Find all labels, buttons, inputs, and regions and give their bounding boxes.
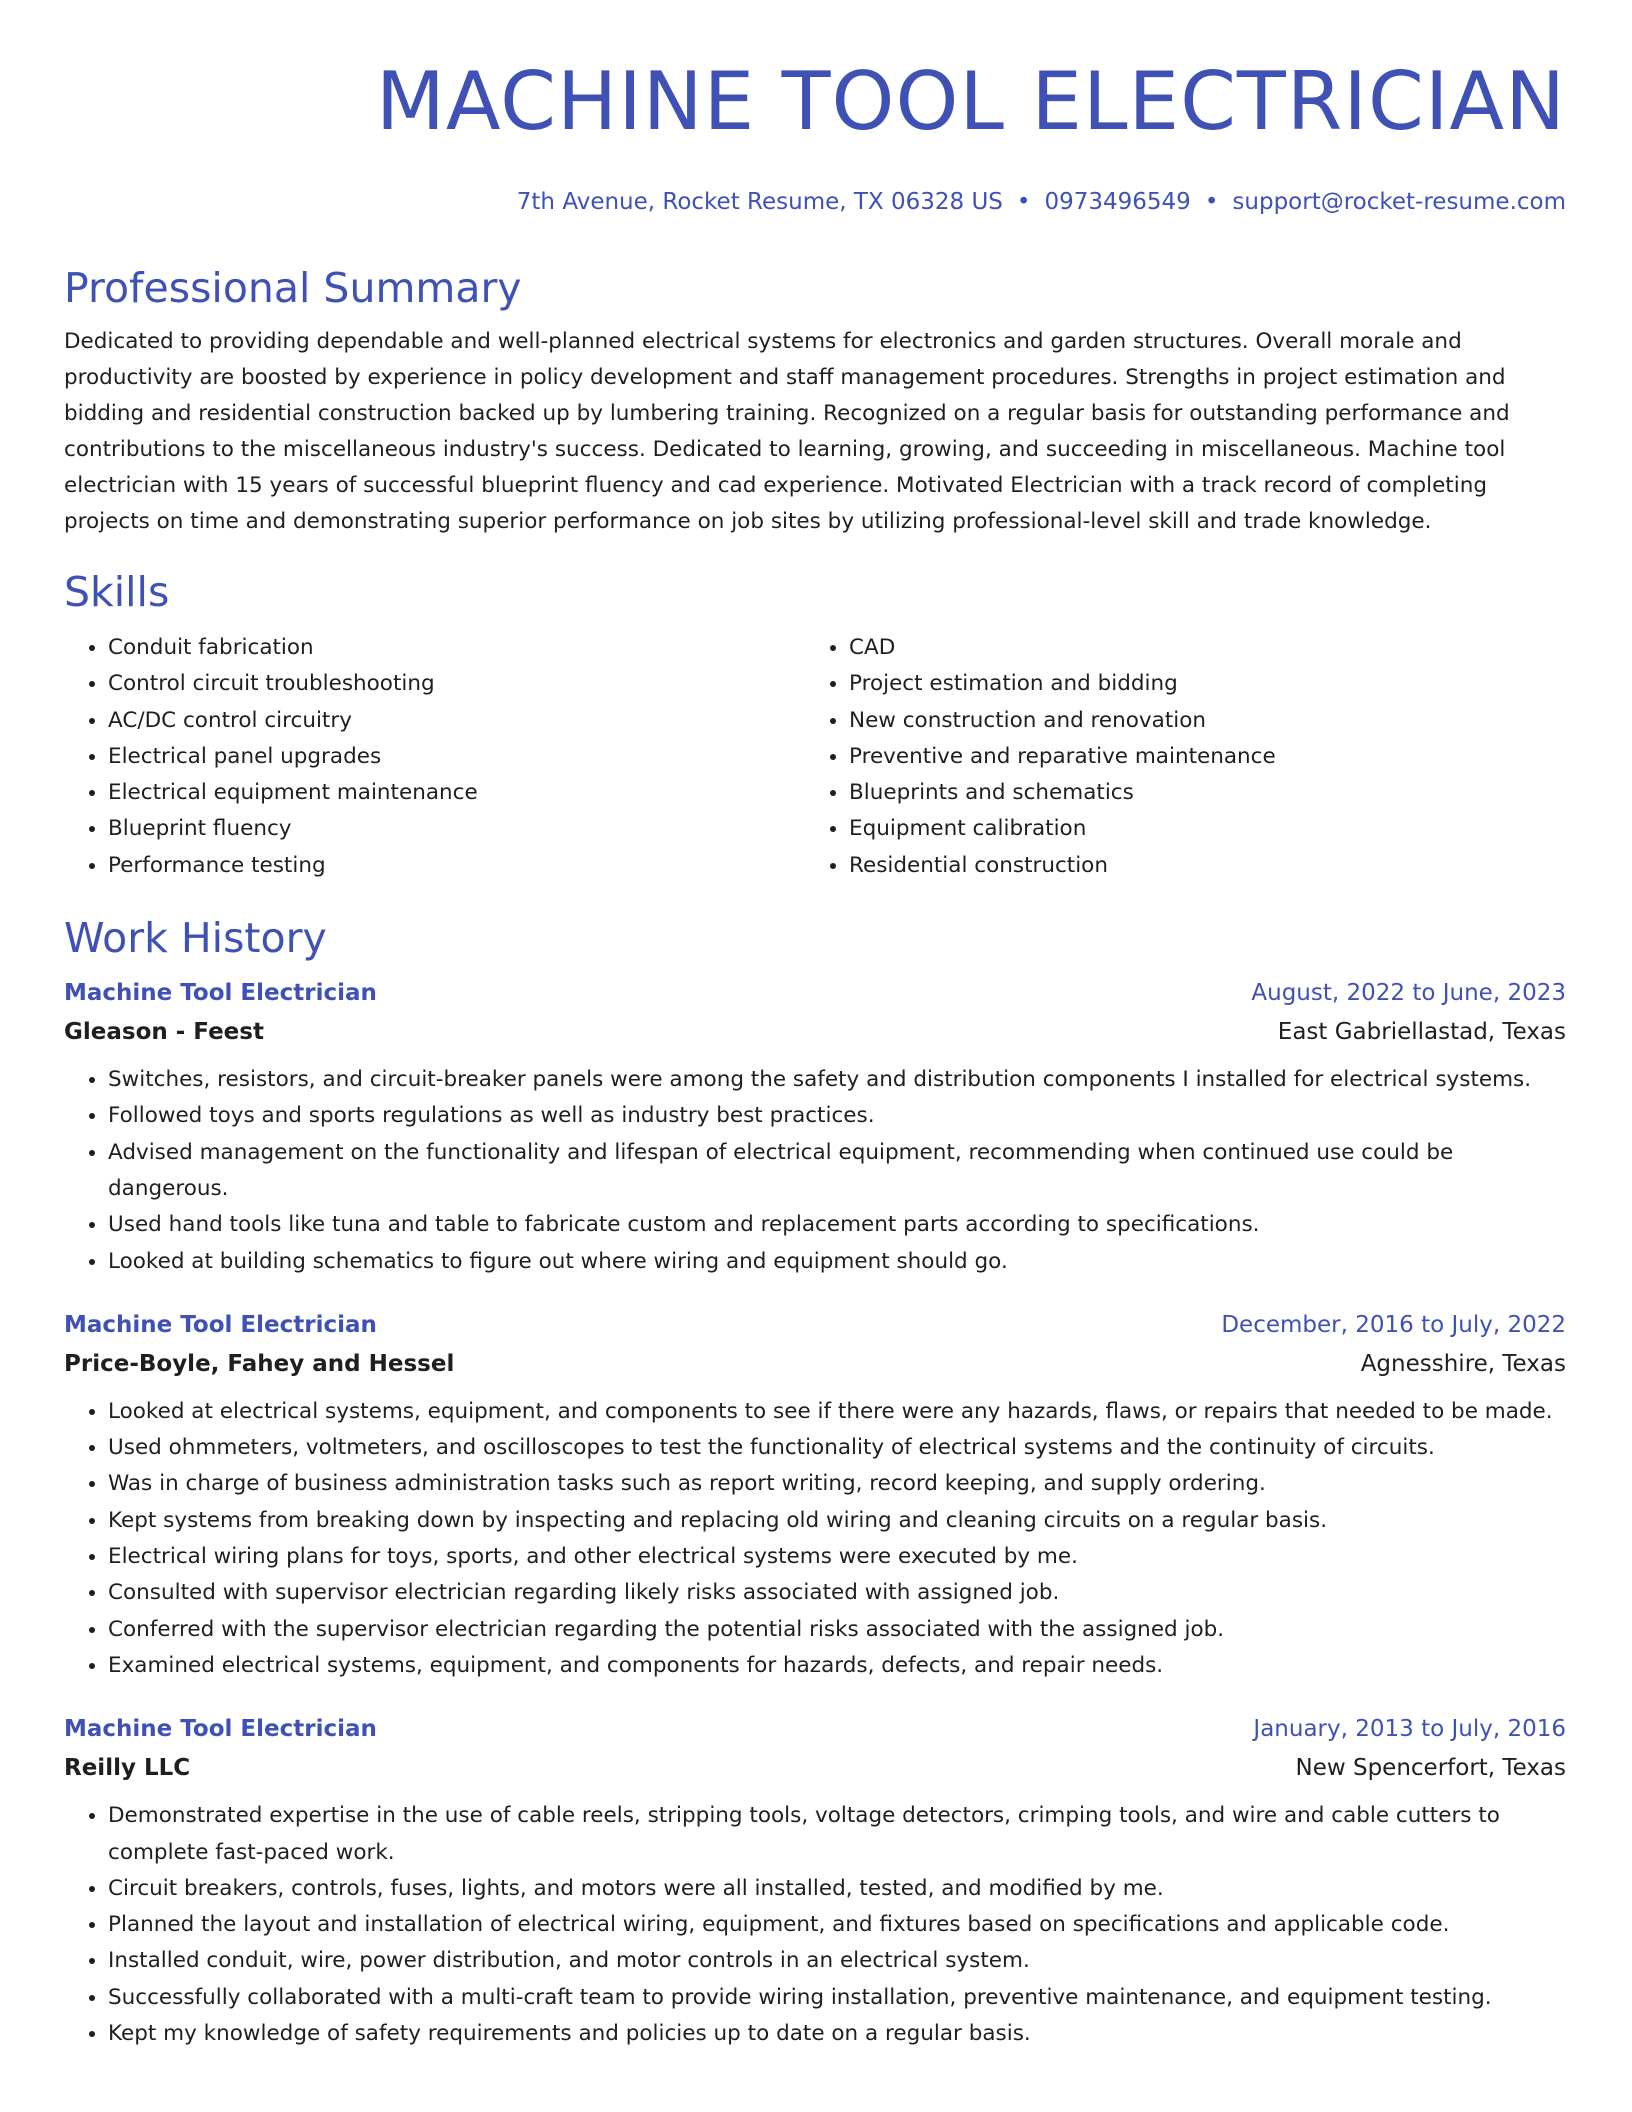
job-bullets — [64, 1394, 1566, 1684]
job-title-row — [64, 974, 1566, 1012]
job-bullet: • Installed conduit, wire, power distribution, and motor controls in an electrical system. — [108, 1943, 1566, 1979]
skill-item: • Equipment calibration — [849, 811, 1549, 847]
job-bullet: • Kept systems from breaking down by inspecting and replacing old wiring and cleaning circuits on a regular basis. — [108, 1503, 1566, 1539]
job-dates: August, 2022 to June, 2023 — [1251, 980, 1566, 1007]
job-entry — [64, 1710, 1566, 2052]
job-bullet: • Kept my knowledge of safety requirements and policies up to date on a regular basis. — [108, 2016, 1566, 2052]
skill-item: • Performance testing — [108, 848, 805, 884]
skill-item: • Control circuit troubleshooting — [108, 666, 805, 702]
skill-item: • Blueprint fluency — [108, 811, 805, 847]
job-bullet: • Demonstrated expertise in the use of cable reels, stripping tools, voltage detectors, crimping tools, and wire and cable cutters to complete fast-paced work. — [108, 1798, 1566, 1871]
job-bullet: • Looked at building schematics to figure out where wiring and equipment should go. — [108, 1244, 1566, 1280]
skill-item: • Blueprints and schematics — [849, 775, 1549, 811]
job-bullet: • Looked at electrical systems, equipment, and components to see if there were any hazards, flaws, or repairs that needed to be made. — [108, 1394, 1566, 1430]
job-dates: December, 2016 to July, 2022 — [1221, 1311, 1566, 1338]
job-bullet: • Switches, resistors, and circuit-breaker panels were among the safety and distribution components I installed for electrical systems. — [108, 1062, 1566, 1098]
contact-separator: • — [1016, 189, 1031, 215]
job-bullet: • Examined electrical systems, equipment, and components for hazards, defects, and repair needs. — [108, 1648, 1566, 1684]
summary-heading: Professional Summary — [64, 264, 522, 312]
contact-email: support@rocket-resume.com — [1232, 189, 1566, 215]
job-company-row — [64, 1344, 1566, 1384]
job-dates: January, 2013 to July, 2016 — [1253, 1716, 1566, 1743]
job-bullet: • Conferred with the supervisor electrician regarding the potential risks associated with the assigned job. — [108, 1612, 1566, 1648]
job-bullets — [64, 1798, 1566, 2052]
skill-item: • Electrical panel upgrades — [108, 739, 805, 775]
job-location: East Gabriellastad, Texas — [1277, 1019, 1566, 1046]
job-bullet: • Consulted with supervisor electrician regarding likely risks associated with assigned job. — [108, 1575, 1566, 1611]
job-title: Machine Tool Electrician — [64, 1716, 377, 1743]
job-title-row — [64, 1710, 1566, 1748]
skill-item: • Preventive and reparative maintenance — [849, 739, 1549, 775]
work-history-list — [64, 974, 1566, 2052]
job-company-row — [64, 1012, 1566, 1052]
job-entry — [64, 974, 1566, 1280]
job-title: Machine Tool Electrician — [64, 980, 377, 1007]
contact-phone: 0973496549 — [1044, 189, 1191, 215]
contact-address: 7th Avenue, Rocket Resume, TX 06328 US — [516, 189, 1003, 215]
job-bullet: • Circuit breakers, controls, fuses, lights, and motors were all installed, tested, and modified by me. — [108, 1871, 1566, 1907]
job-bullet: • Was in charge of business administration tasks such as report writing, record keeping, and supply ordering. — [108, 1466, 1566, 1502]
skills-heading: Skills — [64, 568, 170, 616]
job-location: Agnesshire, Texas — [1360, 1350, 1566, 1377]
job-bullet: • Used ohmmeters, voltmeters, and oscilloscopes to test the functionality of electrical systems and the continuity of circuits. — [108, 1430, 1566, 1466]
job-bullet: • Followed toys and sports regulations as well as industry best practices. — [108, 1098, 1566, 1134]
skill-item: • Conduit fabrication — [108, 630, 805, 666]
job-entry — [64, 1306, 1566, 1684]
job-company: Gleason - Feest — [64, 1019, 264, 1046]
job-bullet: • Successfully collaborated with a multi-craft team to provide wiring installation, preventive maintenance, and equipment testing. — [108, 1980, 1566, 2016]
skills-list — [64, 630, 1566, 884]
skill-item: • Electrical equipment maintenance — [108, 775, 805, 811]
job-title-row — [64, 1306, 1566, 1344]
job-location: New Spencerfort, Texas — [1295, 1755, 1566, 1782]
work-history-heading: Work History — [64, 914, 327, 963]
job-bullet: • Advised management on the functionality and lifespan of electrical equipment, recommending when continued use could be dangerous. — [108, 1135, 1566, 1208]
job-bullets — [64, 1062, 1566, 1280]
contact-line — [64, 186, 1566, 218]
resume-page — [64, 0, 1566, 2052]
job-company: Price-Boyle, Fahey and Hessel — [64, 1350, 455, 1377]
resume-name: MACHINE TOOL ELECTRICIAN — [375, 55, 1566, 148]
skills-column-right — [805, 630, 1549, 884]
job-company-row — [64, 1748, 1566, 1788]
skill-item: • New construction and renovation — [849, 703, 1549, 739]
contact-separator: • — [1204, 189, 1219, 215]
job-bullet: • Planned the layout and installation of electrical wiring, equipment, and fixtures based on specifications and applicable code. — [108, 1907, 1566, 1943]
skill-item: • Residential construction — [849, 848, 1549, 884]
job-title: Machine Tool Electrician — [64, 1311, 377, 1338]
skill-item: • CAD — [849, 630, 1549, 666]
summary-text: Dedicated to providing dependable and well-planned electrical systems for electronics and garden structures. Overall morale and productivity are boosted by experience in policy development and staff management procedures. Strengths in project estimation and bidding and residential construction backed up by lumbering training. Recognized on a regular basis for outstanding performance and contributions to the miscellaneous industry's success. Dedicated to learning, growing, and succeeding in miscellaneous. Machine tool electrician with 15 years of successful blueprint fluency and cad experience. Motivated Electrician with a track record of completing projects on time and demonstrating superior performance on job sites by utilizing professional-level skill and trade knowledge. — [64, 329, 1510, 534]
job-bullet: • Used hand tools like tuna and table to fabricate custom and replacement parts according to specifications. — [108, 1207, 1566, 1243]
job-bullet: • Electrical wiring plans for toys, sports, and other electrical systems were executed by me. — [108, 1539, 1566, 1575]
job-company: Reilly LLC — [64, 1755, 191, 1782]
skill-item: • Project estimation and bidding — [849, 666, 1549, 702]
skill-item: • AC/DC control circuitry — [108, 703, 805, 739]
skills-column-left — [64, 630, 805, 884]
